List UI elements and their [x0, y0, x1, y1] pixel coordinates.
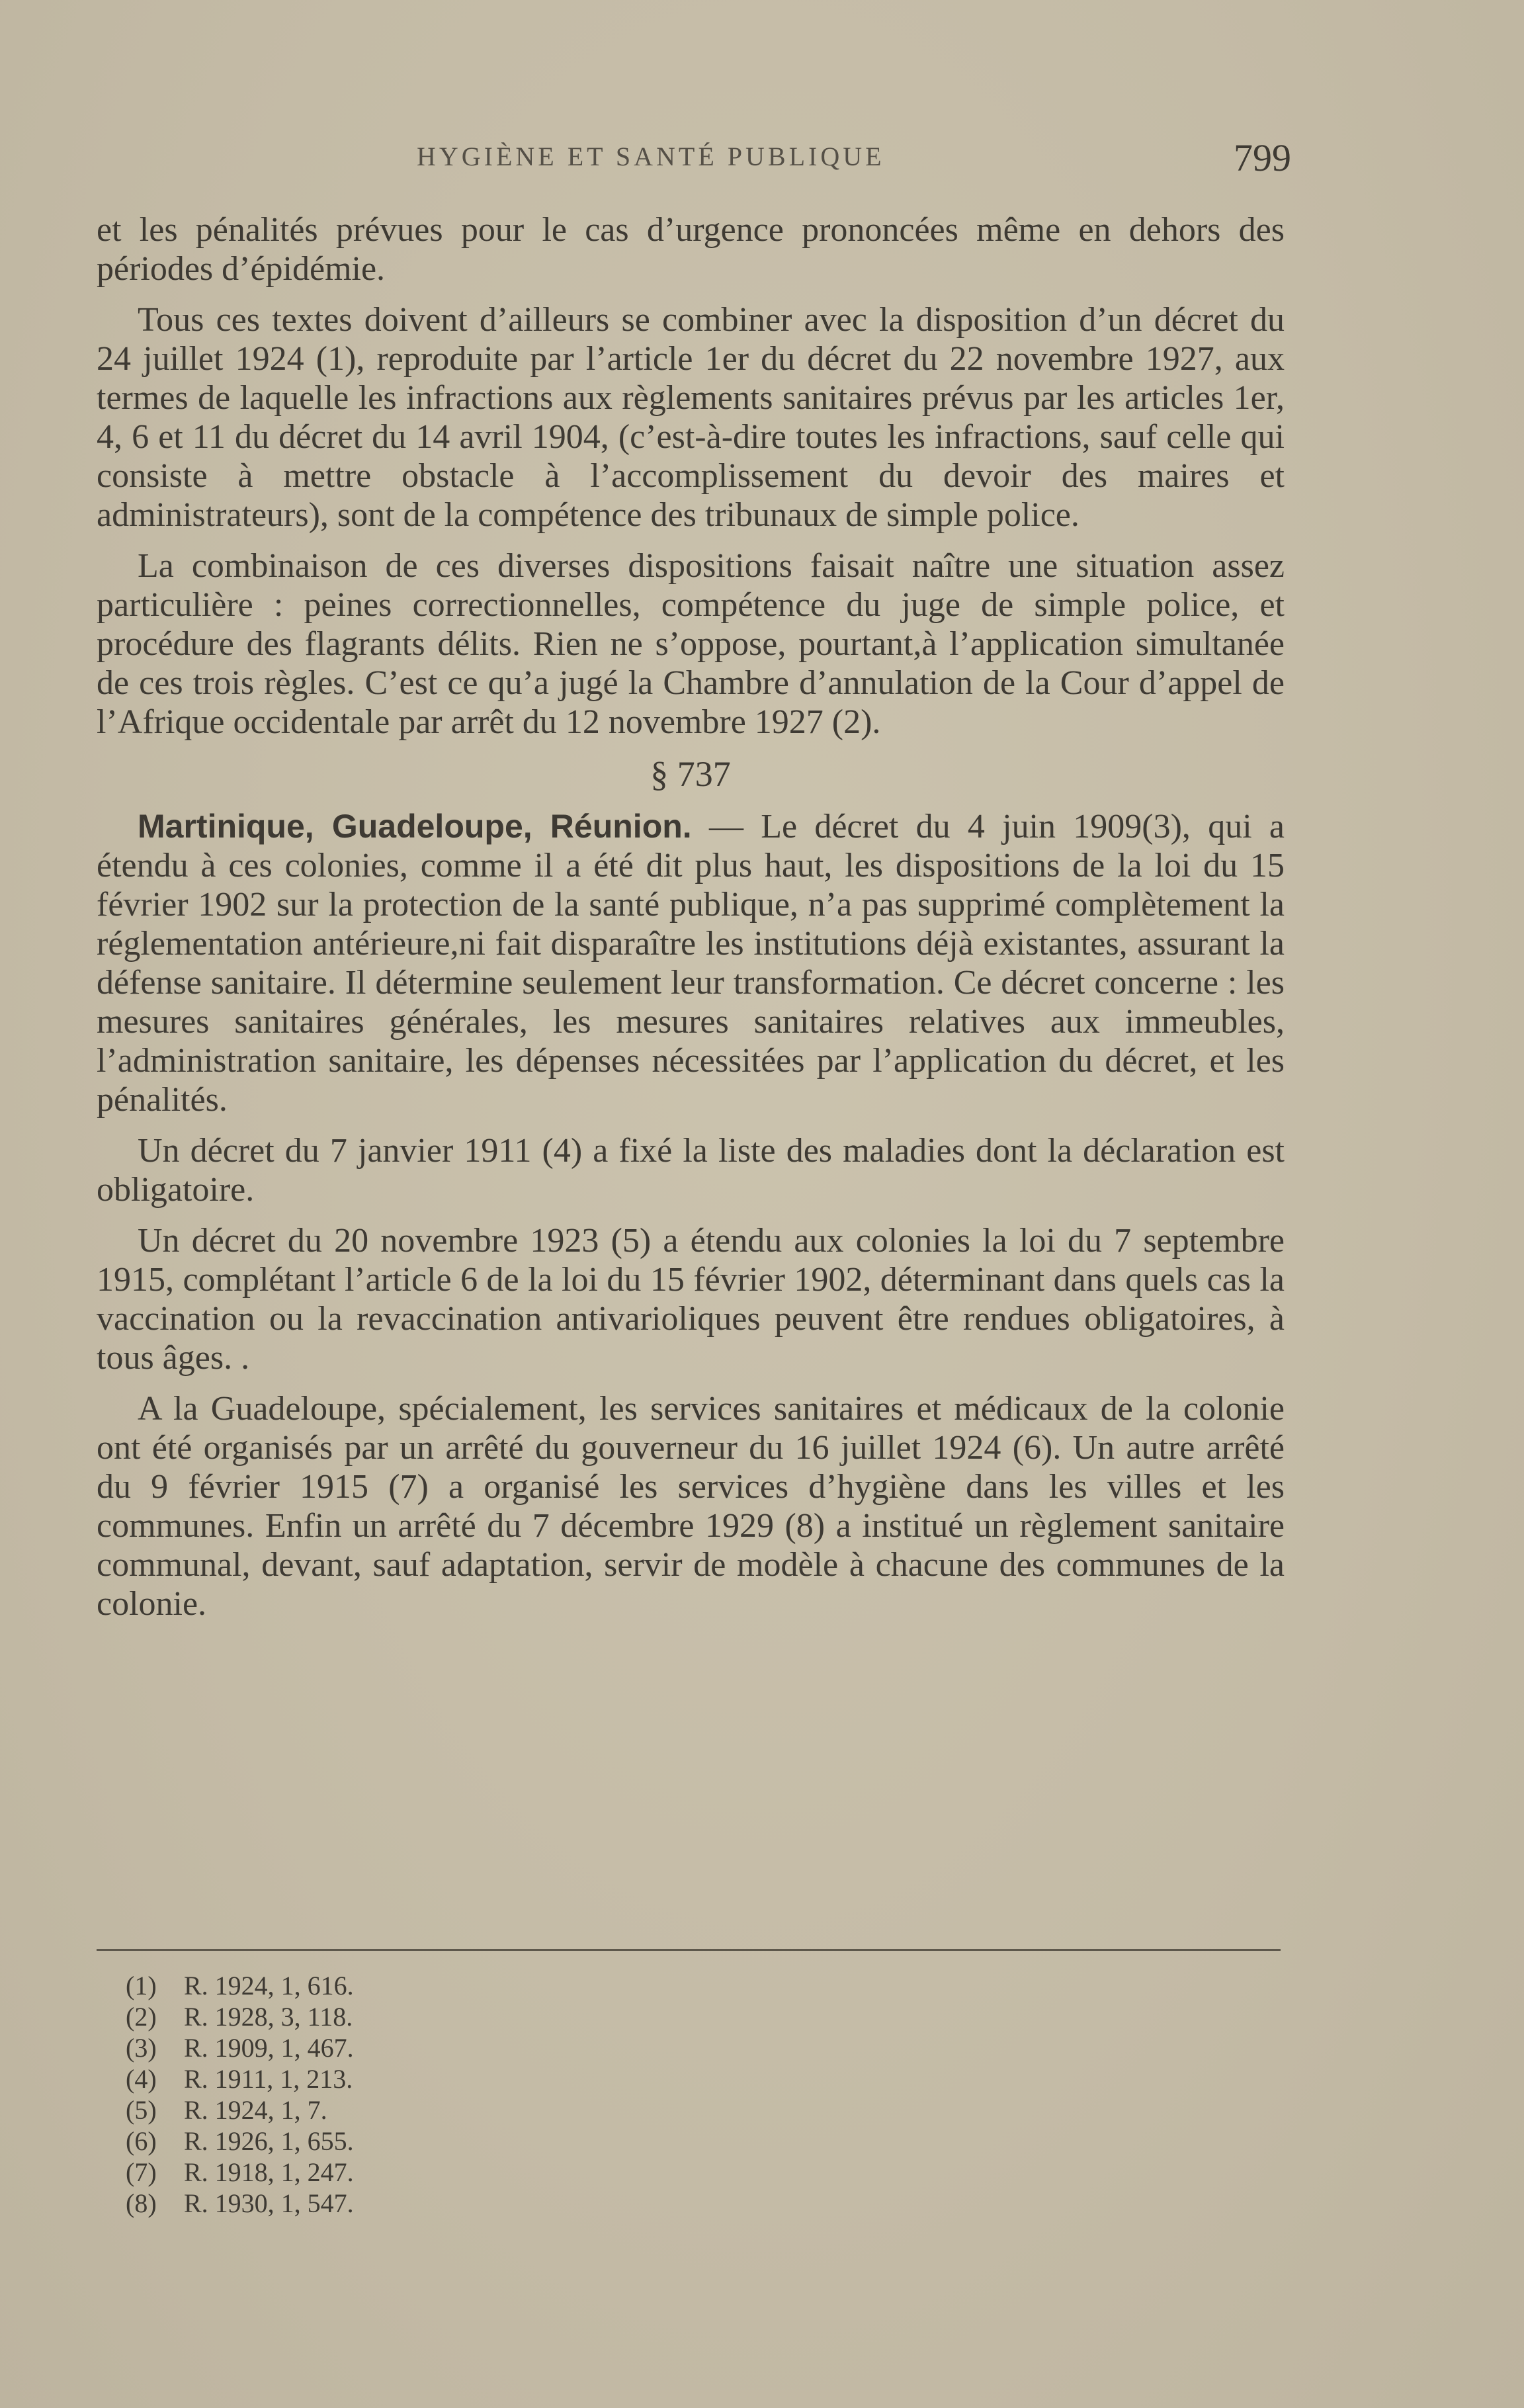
- section-heading: § 737: [650, 754, 731, 794]
- footnote-divider: [97, 1949, 1281, 1951]
- paragraph-2: Tous ces textes doivent d’ailleurs se combiner avec la disposition d’un décret du 24 juillet 1924 (1), reproduite par l’article 1er du décret du 22 novembre 1927, aux termes de laquelle les infractions aux règlements sanitaires prévus par les articles 1er, 4, 6 et 11 du décret du 14 avril 1904, (c’est-à-dire toutes les infractions, sauf celle qui consiste à mettre obstacle à l’accomplissement du devoir des maires et administrateurs), sont de la compétence des tribunaux de simple police.: [97, 301, 1285, 534]
- paragraph-4-text: — Le décret du 4 juin 1909(3), qui a étendu à ces colonies, comme il a été dit plus haut, les dispositions de la loi du 15 février 1902 sur la protection de la santé publique, n’a pas supprimé complètement la réglementation antérieure,ni fait disparaître les institutions déjà existantes, assurant la défense sanitaire. Il détermine seulement leur transformation. Ce décret concerne : les mesures sanitaires générales, les mesures sanitaires relatives aux immeubles, l’administration sanitaire, les dépenses nécessitées par l’application du décret, et les pénalités.: [97, 808, 1285, 1119]
- body-text: [97, 210, 1285, 1635]
- paragraph-3: La combinaison de ces diverses dispositions faisait naître une situation assez particulière : peines correctionnelles, compétence du juge de simple police, et procédure des flagrants délits. Rien ne s’oppose, pourtant,à l’application simultanée de ces trois règles. C’est ce qu’a jugé la Chambre d’annulation de la Cour d’appel de l’Afrique occidentale par arrêt du 12 novembre 1927 (2).: [97, 547, 1285, 741]
- footnote: (5) R. 1924, 1, 7.: [126, 2095, 327, 2125]
- page-number: 799: [1234, 136, 1291, 179]
- paragraph-7: A la Guadeloupe, spécialement, les services sanitaires et médicaux de la colonie ont été organisés par un arrêté du gouverneur du 16 juillet 1924 (6). Un autre arrêté du 9 février 1915 (7) a organisé les services d’hygiène dans les villes et les communes. Enfin un arrêté du 7 décembre 1929 (8) a institué un règlement sanitaire communal, devant, sauf adaptation, servir de modèle à chacune des communes de la colonie.: [97, 1390, 1285, 1623]
- paragraph-4: [97, 807, 1285, 1119]
- running-title: HYGIÈNE ET SANTÉ PUBLIQUE: [417, 142, 885, 171]
- footnote: (8) R. 1930, 1, 547.: [126, 2188, 354, 2218]
- paragraph-6: Un décret du 20 novembre 1923 (5) a étendu aux colonies la loi du 7 septembre 1915, complétant l’article 6 de la loi du 15 février 1902, déterminant dans quels cas la vaccination ou la revaccination antivarioliques peuvent être rendues obligatoires, à tous âges. .: [97, 1222, 1285, 1377]
- footnote: (2) R. 1928, 3, 118.: [126, 2002, 353, 2032]
- footnotes: [126, 1970, 721, 2219]
- footnote: (1) R. 1924, 1, 616.: [126, 1971, 354, 2000]
- paragraph-1: et les pénalités prévues pour le cas d’urgence prononcées même en dehors des périodes d’épidémie.: [97, 211, 1285, 288]
- footnote: (3) R. 1909, 1, 467.: [126, 2033, 354, 2063]
- footnote: (6) R. 1926, 1, 655.: [126, 2126, 354, 2156]
- footnote: (4) R. 1911, 1, 213.: [126, 2064, 353, 2094]
- paragraph-5: Un décret du 7 janvier 1911 (4) a fixé la liste des maladies dont la déclaration est obligatoire.: [97, 1132, 1285, 1209]
- running-head: [93, 136, 1291, 182]
- paragraph-4-lead: Martinique, Guadeloupe, Réunion.: [138, 808, 692, 845]
- footnote: (7) R. 1918, 1, 247.: [126, 2157, 354, 2187]
